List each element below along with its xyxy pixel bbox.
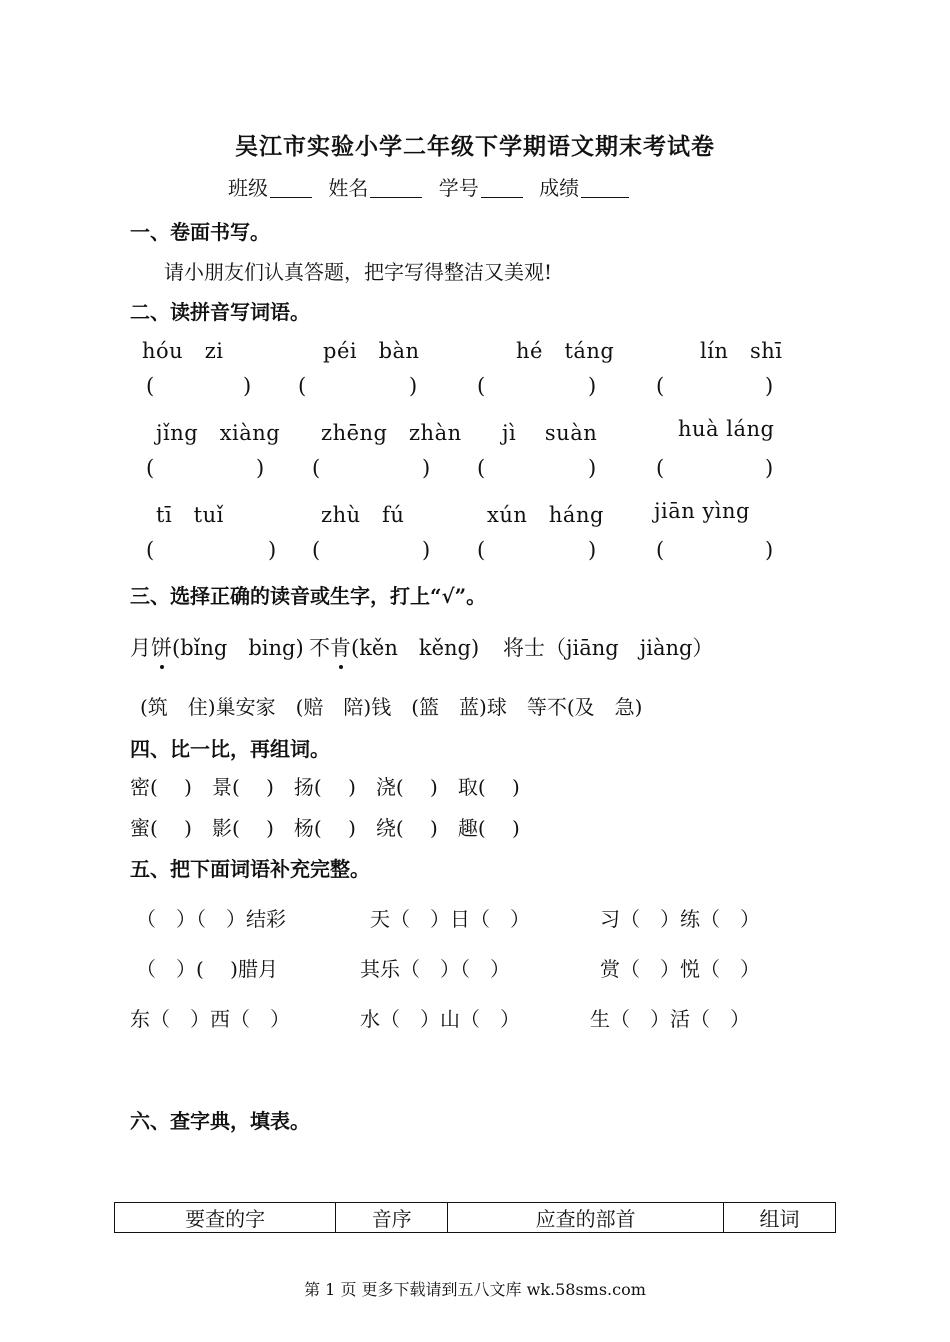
section-3-heading: 三、选择正确的读音或生字，打上“√”。 — [130, 584, 487, 608]
class-blank[interactable] — [270, 177, 312, 198]
answer-close: ) — [409, 374, 418, 398]
answer-open: ( — [146, 538, 155, 562]
table-header-cell: 音序 — [336, 1203, 448, 1233]
pinyin-item: jì suàn — [502, 421, 598, 445]
pinyin-item: xún háng — [487, 503, 604, 527]
page-title: 吴江市实验小学二年级下学期语文期末考试卷 — [235, 133, 715, 160]
answer-close: ) — [765, 538, 774, 562]
pinyin-item: péi bàn — [323, 339, 420, 363]
section-4-heading: 四、比一比，再组词。 — [130, 737, 330, 761]
page-footer: 第 1 页 更多下载请到五八文库 wk.58sms.com — [304, 1280, 646, 1299]
pinyin-item: zhēng zhàn — [321, 421, 462, 445]
answer-open: ( — [477, 538, 486, 562]
answer-open: ( — [312, 538, 321, 562]
table-row — [115, 1203, 836, 1233]
answer-open: ( — [298, 374, 307, 398]
idiom-item: 其乐（ ）（ ） — [360, 957, 510, 981]
choice-item: 将士（jiāng jiàng） — [503, 636, 714, 660]
name-blank[interactable] — [370, 177, 422, 198]
compare-line: 蜜( ) 影( ) 杨( ) 绕( ) 趣( ) — [130, 816, 520, 840]
name-label: 姓名 — [328, 176, 369, 200]
pinyin-item: hóu zi — [142, 339, 224, 363]
idiom-item: （ ）（ ）结彩 — [136, 907, 286, 931]
answer-close: ) — [765, 374, 774, 398]
choice-line: (筑 住)巢安家 (赔 陪)钱 (篮 蓝)球 等不(及 急) — [140, 695, 643, 719]
answer-open: ( — [146, 374, 155, 398]
answer-close: ) — [243, 374, 252, 398]
pinyin-item: jiān yìng — [654, 499, 750, 523]
table-header-cell: 组词 — [724, 1203, 836, 1233]
answer-open: ( — [656, 374, 665, 398]
score-blank[interactable] — [581, 177, 629, 198]
number-label: 学号 — [438, 176, 479, 200]
answer-close: ) — [588, 456, 597, 480]
section-1-heading: 一、卷面书写。 — [130, 220, 270, 244]
dotted-character: 饼 — [151, 632, 172, 662]
answer-close: ) — [422, 456, 431, 480]
choice-item: 月饼(bǐng bing) — [130, 632, 304, 662]
answer-close: ) — [765, 456, 774, 480]
idiom-item: 习（ ）练（ ） — [600, 907, 760, 931]
answer-open: ( — [146, 456, 155, 480]
answer-open: ( — [656, 456, 665, 480]
section-1-text: 请小朋友们认真答题，把字写得整洁又美观! — [164, 260, 553, 284]
score-label: 成绩 — [539, 176, 580, 200]
idiom-item: 天（ ）日（ ） — [370, 907, 530, 931]
idiom-item: 东（ ）西（ ） — [130, 1007, 290, 1031]
compare-line: 密( ) 景( ) 扬( ) 浇( ) 取( ) — [130, 775, 520, 799]
answer-open: ( — [477, 374, 486, 398]
table-header-cell: 要查的字 — [115, 1203, 336, 1233]
student-info — [228, 172, 639, 201]
section-5-heading: 五、把下面词语补充完整。 — [130, 857, 370, 881]
dotted-character: 肯 — [330, 632, 351, 662]
answer-open: ( — [656, 538, 665, 562]
pinyin-item: huà láng — [678, 417, 775, 441]
answer-open: ( — [477, 456, 486, 480]
number-blank[interactable] — [481, 177, 523, 198]
answer-open: ( — [312, 456, 321, 480]
idiom-item: （ ）( )腊月 — [136, 957, 278, 981]
pinyin-item: hé táng — [516, 339, 615, 363]
answer-close: ) — [256, 456, 265, 480]
answer-close: ) — [588, 374, 597, 398]
class-label: 班级 — [228, 176, 268, 200]
answer-close: ) — [588, 538, 597, 562]
answer-close: ) — [422, 538, 431, 562]
pinyin-item: jǐng xiàng — [156, 421, 281, 445]
idiom-item: 赏（ ）悦（ ） — [600, 957, 760, 981]
idiom-item: 生（ ）活（ ） — [590, 1007, 750, 1031]
choice-item: 不肯(kěn kěng) — [309, 632, 479, 662]
table-header-cell: 应查的部首 — [448, 1203, 724, 1233]
pinyin-item: tī tuǐ — [156, 503, 224, 527]
section-2-heading: 二、读拼音写词语。 — [130, 300, 310, 324]
answer-close: ) — [268, 538, 277, 562]
idiom-item: 水（ ）山（ ） — [360, 1007, 520, 1031]
dictionary-table — [114, 1202, 836, 1233]
pinyin-item: zhù fú — [321, 503, 405, 527]
pinyin-item: lín shī — [700, 339, 783, 363]
section-6-heading: 六、查字典，填表。 — [130, 1109, 310, 1133]
